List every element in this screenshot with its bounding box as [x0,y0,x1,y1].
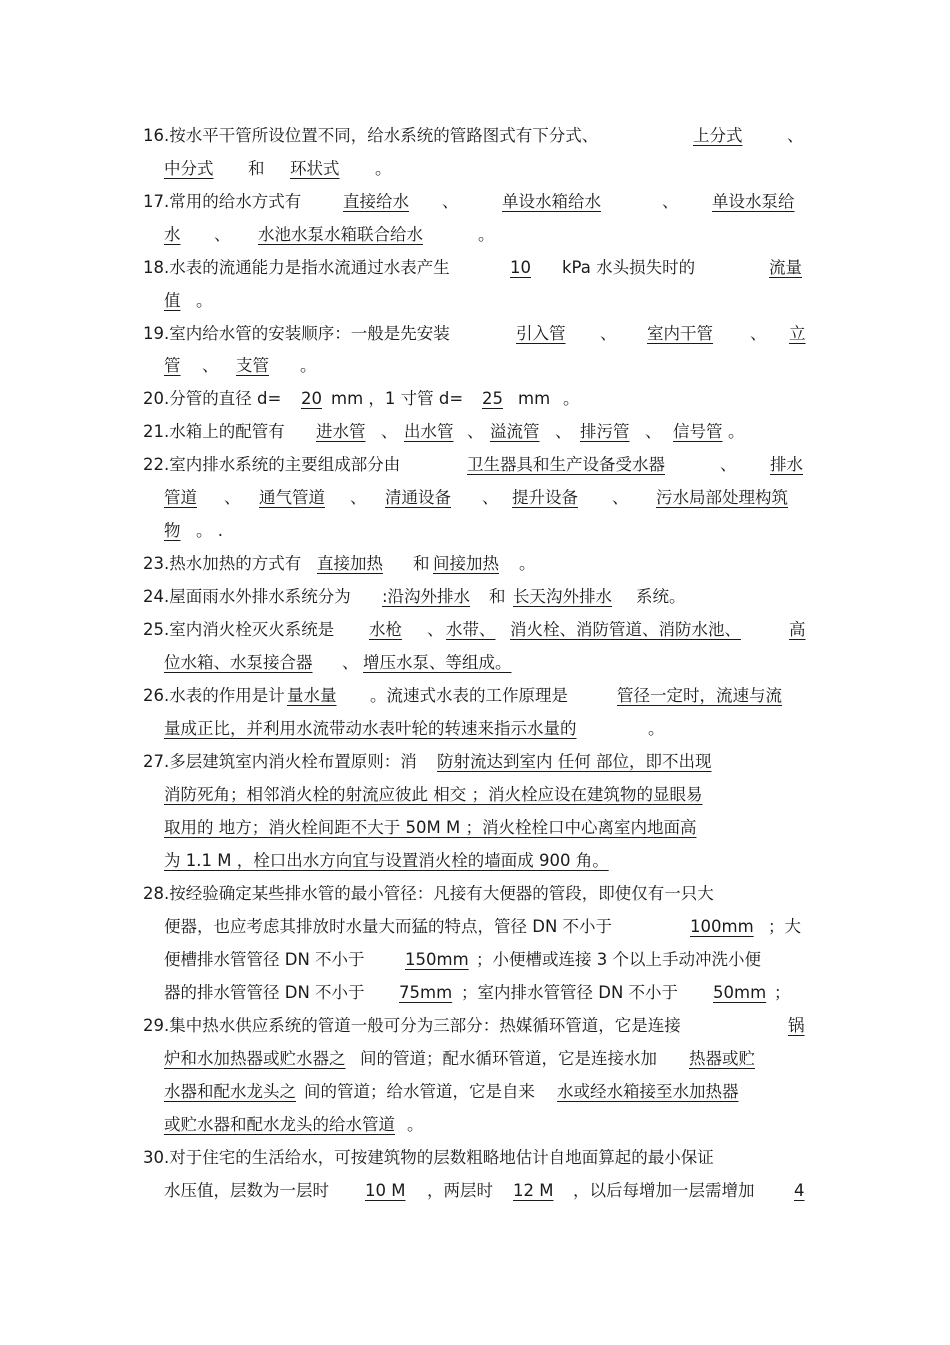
q28-text-7: ；室内排水管管径 DN 不小于 [461,983,679,1002]
question-16-line-1 [0,123,950,149]
q17-answer-4: 水池水泵水箱联合给水 [258,225,423,244]
q22-punct-1: 、 [720,455,737,474]
question-21-line-1 [0,419,950,445]
q23-answer-1: 直接加热 [317,554,383,573]
question-30-line-1 [0,1145,950,1171]
q30-text: 30.对于住宅的生活给水，可按建筑物的层数粗略地估计自地面算起的最小保证 [143,1148,714,1167]
q16-answer-upper: 上分式 [693,126,743,145]
q20-answer-1: 20 [301,389,322,408]
q17-text: 17.常用的给水方式有 [143,192,302,211]
question-17-line-2 [0,222,950,248]
q26-end: 。 [648,719,665,738]
question-29-line-2 [0,1046,950,1072]
question-25-line-2 [0,650,950,676]
question-27-line-2 [0,782,950,808]
q19-answer-1: 引入管 [516,324,566,343]
q25-punct-2: 、 [342,653,359,672]
q21-punct-4: 、 [645,422,662,441]
q22-answer-2-cont: 管道 [164,488,197,507]
q19-punct-2: 、 [750,324,767,343]
q27-answer-4: 为 1.1 M ，栓口出水方向宜与设置消火栓的墙面成 900 角。 [164,851,609,870]
q18-end: 。 [196,291,213,310]
q25-answer-4: 高 [789,620,806,639]
q27-answer-1: 防射流达到室内 任何 部位，即不出现 [437,752,712,771]
q28-text-6: 器的排水管管径 DN 不小于 [164,983,365,1002]
q29-answer-3: 水或经水箱接至水加热器 [557,1082,739,1101]
q20-unit: mm [518,389,551,408]
q19-answer-3-cont: 管 [164,356,181,375]
q24-end: 系统。 [636,587,686,606]
q25-answer-1: 水枪 [369,620,402,639]
q16-end: 。 [375,159,392,178]
q22-answer-2: 排水 [770,455,803,474]
q26-answer-2-cont: 量成正比，并利用水流带动水表叶轮的转速来指示水量的 [164,719,577,738]
q24-text: 24.屋面雨水外排水系统分为 [143,587,351,606]
q19-punct-3: 、 [202,356,219,375]
q21-answer-3: 溢流管 [490,422,540,441]
question-27-line-4 [0,848,950,874]
question-16-line-2 [0,156,950,182]
q21-answer-4: 排污管 [580,422,630,441]
q23-text-2: 和 [413,554,430,573]
q29-answer-2: 热器或贮 [689,1049,755,1068]
q23-end: 。 [519,554,536,573]
q17-punct-3: 、 [214,225,231,244]
question-22-line-2 [0,485,950,511]
question-19-line-1 [0,321,950,347]
q21-end: 。 [728,422,745,441]
question-17-line-1 [0,189,950,215]
q18-text: 18.水表的流通能力是指水流通过水表产生 [143,258,450,277]
q17-answer-1: 直接给水 [343,192,409,211]
q28-answer-2: 150mm [405,950,469,969]
q29-answer-3-cont: 或贮水器和配水龙头的给水管道 [164,1115,395,1134]
q26-text: 26.水表的作用是计 [143,686,285,705]
q16-answer-ring: 环状式 [290,159,340,178]
question-29-line-3 [0,1079,950,1105]
question-29-line-1 [0,1013,950,1039]
question-27-line-1 [0,749,950,775]
question-28-line-3 [0,947,950,973]
q21-punct-3: 、 [555,422,572,441]
q19-answer-4: 支管 [236,356,269,375]
q29-text-2: 间的管道；配水循环管道，它是连接水加 [360,1049,657,1068]
q29-text-3: 间的管道；给水管道，它是自来 [304,1082,535,1101]
question-22-line-3 [0,518,950,544]
q29-text: 29.集中热水供应系统的管道一般可分为三部分：热媒循环管道，它是连接 [143,1016,681,1035]
q23-answer-2: 间接加热 [433,554,499,573]
question-26-line-1 [0,683,950,709]
q20-text-2: mm ，1 寸管 d= [331,389,464,408]
q22-punct-4: 、 [482,488,499,507]
q25-answer-5: 增压水泵、等组成。 [363,653,512,672]
q28-text-3: ；大 [768,917,801,936]
q25-text: 25.室内消火栓灭火系统是 [143,620,335,639]
q28-end: ； [774,983,791,1002]
q26-answer-1: 量水量 [287,686,337,705]
question-28-line-4 [0,980,950,1006]
q30-text-4: ，以后每增加一层需增加 [573,1181,755,1200]
q22-text: 22.室内排水系统的主要组成部分由 [143,455,401,474]
q29-answer-1: 锅 [788,1016,805,1035]
q30-text-3: ，两层时 [427,1181,493,1200]
q20-end: 。 [563,389,580,408]
q28-answer-1: 100mm [690,917,754,936]
q29-answer-2-cont: 水器和配水龙头之 [164,1082,296,1101]
q17-punct-1: 、 [442,192,459,211]
q19-punct-1: 、 [600,324,617,343]
q22-punct-3: 、 [350,488,367,507]
q22-answer-6-cont: 物 [164,521,181,540]
q28-text-5: ；小便槽或连接 3 个以上手动冲洗小便 [476,950,761,969]
q25-answer-4-cont: 位水箱、水泵接合器 [164,653,313,672]
q28-text-2: 便器，也应考虑其排放时水量大而猛的特点，管径 DN 不小于 [164,917,613,936]
q19-answer-3: 立 [789,324,806,343]
question-24-line-1 [0,584,950,610]
q17-end: 。 [478,225,495,244]
q19-answer-2: 室内干管 [647,324,713,343]
q17-answer-3: 单设水泵给 [712,192,795,211]
q30-answer-3: 4 [794,1181,805,1200]
question-25-line-1 [0,617,950,643]
q24-answer-1: :沿沟外排水 [382,587,471,606]
q25-answer-3: 消火栓、消防管道、消防水池、 [510,620,741,639]
q26-text-2: 。流速式水表的工作原理是 [370,686,568,705]
q22-punct-5: 、 [612,488,629,507]
q30-answer-2: 12 M [513,1181,554,1200]
q30-text-2: 水压值，层数为一层时 [164,1181,329,1200]
question-28-line-2 [0,914,950,940]
q24-answer-2: 长天沟外排水 [513,587,612,606]
question-28-line-1 [0,881,950,907]
q16-text: 16.按水平干管所设位置不同，给水系统的管路图式有下分式、 [143,126,599,145]
q29-answer-1-cont: 炉和水加热器或贮水器之 [164,1049,346,1068]
q27-answer-3: 取用的 地方；消火栓间距不大于 50M M ；消火栓栓口中心离室内地面高 [164,818,697,837]
q16-answer-middle: 中分式 [164,159,214,178]
q29-end: 。 [407,1115,424,1134]
q20-text: 20.分管的直径 d= [143,389,282,408]
q22-answer-4: 清通设备 [385,488,451,507]
q16-text-2: 和 [248,159,265,178]
q22-answer-5: 提升设备 [512,488,578,507]
question-29-line-4 [0,1112,950,1138]
q17-answer-3-cont: 水 [164,225,181,244]
q21-answer-5: 信号管 [673,422,723,441]
q21-punct-1: 、 [381,422,398,441]
q24-text-2: 和 [489,587,506,606]
question-20-line-1 [0,386,950,412]
q28-answer-4: 50mm [713,983,767,1002]
q20-answer-2: 25 [482,389,503,408]
q16-punct: 、 [787,126,804,145]
question-18-line-2 [0,288,950,314]
q18-text-2: kPa 水头损失时的 [562,258,696,277]
q17-punct-2: 、 [662,192,679,211]
q27-text: 27.多层建筑室内消火栓布置原则：消 [143,752,417,771]
q28-text-4: 便槽排水管管径 DN 不小于 [164,950,365,969]
question-30-line-2 [0,1178,950,1204]
q19-end: 。 [300,356,317,375]
q18-answer-1: 10 [510,258,531,277]
question-22-line-1 [0,452,950,478]
question-23-line-1 [0,551,950,577]
question-27-line-3 [0,815,950,841]
q25-punct-1: 、 [427,620,444,639]
q25-answer-2: 水带、 [446,620,496,639]
q22-end: 。 . [196,521,223,540]
q26-answer-2: 管径一定时，流速与流 [617,686,782,705]
q27-answer-2: 消防死角；相邻消火栓的射流应彼此 相交 ；消火栓应设在建筑物的显眼易 [164,785,703,804]
q28-answer-3: 75mm [399,983,453,1002]
q21-answer-1: 进水管 [316,422,366,441]
q28-text: 28.按经验确定某些排水管的最小管径：凡接有大便器的管段，即使仅有一只大 [143,884,714,903]
q30-answer-1: 10 M [365,1181,406,1200]
q22-punct-2: 、 [224,488,241,507]
q18-answer-2-cont: 值 [164,291,181,310]
q18-answer-2: 流量 [769,258,802,277]
q23-text: 23.热水加热的方式有 [143,554,302,573]
q22-answer-1: 卫生器具和生产设备受水器 [467,455,665,474]
q17-answer-2: 单设水箱给水 [502,192,601,211]
question-26-line-2 [0,716,950,742]
question-18-line-1 [0,255,950,281]
q22-answer-6: 污水局部处理构筑 [656,488,788,507]
q22-answer-3: 通气管道 [259,488,325,507]
question-19-line-2 [0,353,950,379]
q21-answer-2: 出水管 [404,422,454,441]
q21-punct-2: 、 [467,422,484,441]
q21-text: 21.水箱上的配管有 [143,422,285,441]
q19-text: 19.室内给水管的安装顺序：一般是先安装 [143,324,450,343]
